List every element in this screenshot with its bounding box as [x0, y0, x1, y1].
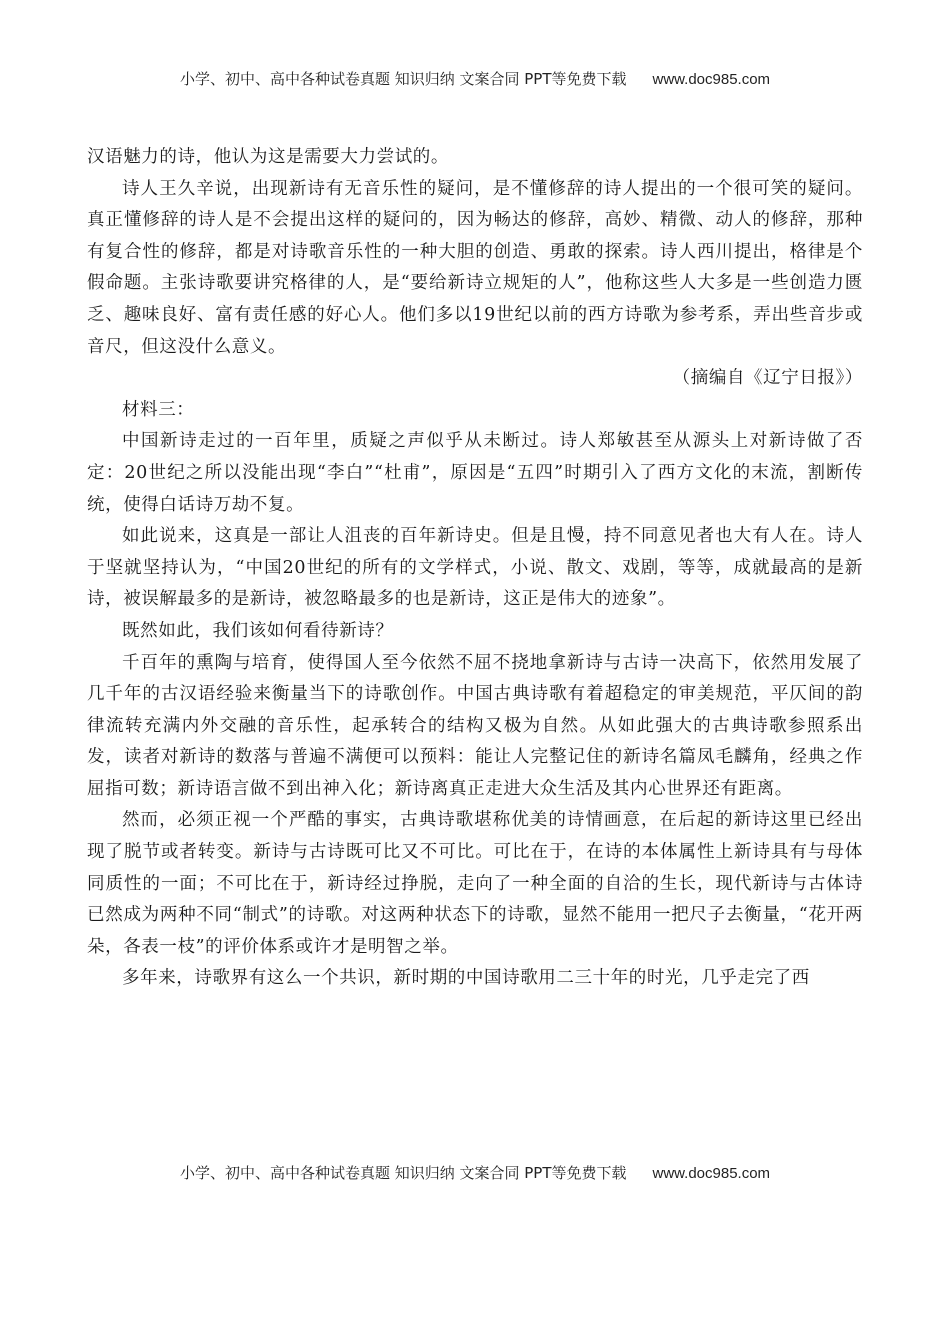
paragraph-wang-jiuxin: 诗人王久辛说，出现新诗有无音乐性的疑问，是不懂修辞的诗人提出的一个很可笑的疑问。真正懂修辞的诗人是不会提出这样的疑问的，因为畅达的修辞，高妙、精微、动人的修辞，那种有复合性的修辞，都是对诗歌音乐性的一种大胆的创造、勇敢的探索。诗人西川提出，格律是个假命题。主张诗歌要讲究格律的人，是“要给新诗立规矩的人”，他称这些人大多是一些创造力匮乏、趣味良好、富有责任感的好心人。他们多以19世纪以前的西方诗歌为参考系，弄出些音步或音尺，但这没什么意义。: [87, 178, 863, 357]
section-heading-material-three: 材料三：: [122, 399, 195, 420]
paragraph-classical-poetry: 千百年的熏陶与培育，使得国人至今依然不屈不挠地拿新诗与古诗一决高下，依然用发展了几千年的古汉语经验来衡量当下的诗歌创作。中国古典诗歌有着超稳定的审美规范，平仄间的韵律流转充满内外交融的音乐性，起承转合的结构又极为自然。从如此强大的古典诗歌参照系出发，读者对新诗的数落与普遍不满便可以预料：能让人完整记住的新诗名篇凤毛麟角，经典之作屈指可数；新诗语言做不到出神入化；新诗离真正走进大众生活及其内心世界还有距离。: [87, 652, 863, 799]
source-citation: （摘编自《辽宁日报》）: [672, 368, 863, 389]
paragraph-continuation: 汉语魅力的诗，他认为这是需要大力尝试的。: [87, 147, 449, 167]
paragraph-yu-jian: 如此说来，这真是一部让人沮丧的百年新诗史。但是且慢，持不同意见者也大有人在。诗人于坚就坚持认为，“中国20世纪的所有的文学样式，小说、散文、戏剧，等等，成就最高的是新诗，被误解最多的是新诗，被忽略最多的也是新诗，这正是伟大的迹象”。: [87, 526, 863, 610]
footer-banner-text: 小学、初中、高中各种试卷真题 知识归纳 文案合同 PPT等免费下载: [179, 1164, 627, 1182]
footer-banner: [0, 1162, 950, 1183]
footer-url: www.doc985.com: [652, 1165, 771, 1182]
article-body: [87, 142, 863, 995]
header-url: www.doc985.com: [652, 71, 771, 88]
paragraph-question: 既然如此，我们该如何看待新诗？: [122, 620, 394, 641]
header-banner: [0, 68, 950, 89]
paragraph-zheng-min: 中国新诗走过的一百年里，质疑之声似乎从未断过。诗人郑敏甚至从源头上对新诗做了否定：20世纪之所以没能出现“李白”“杜甫”，原因是“五四”时期引入了西方文化的末流，割断传统，使得白话诗万劫不复。: [87, 431, 863, 515]
paragraph-new-poetry: 然而，必须正视一个严酷的事实，古典诗歌堪称优美的诗情画意，在后起的新诗这里已经出现了脱节或者转变。新诗与古诗既可比又不可比。可比在于，在诗的本体属性上新诗具有与母体同质性的一面；不可比在于，新诗经过挣脱，走向了一种全面的自洽的生长，现代新诗与古体诗已然成为两种不同“制式”的诗歌。对这两种状态下的诗歌，显然不能用一把尺子去衡量，“花开两朵，各表一枝”的评价体系或许才是明智之举。: [87, 810, 863, 957]
header-banner-text: 小学、初中、高中各种试卷真题 知识归纳 文案合同 PPT等免费下载: [179, 70, 627, 88]
paragraph-consensus: 多年来，诗歌界有这么一个共识，新时期的中国诗歌用二三十年的时光，几乎走完了西: [122, 968, 810, 989]
